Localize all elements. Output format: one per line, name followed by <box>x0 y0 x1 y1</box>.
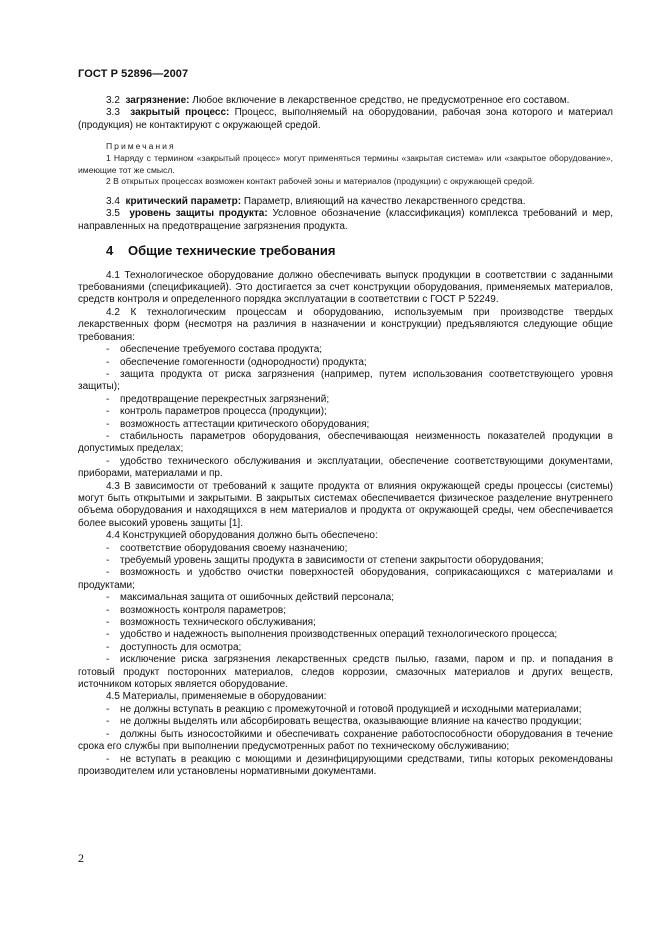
paragraph-4-3: 4.3 В зависимости от требований к защите продукта от влияния окружающей среды процессы (системы) могут быть открытыми и закрытыми. В закрытых системах обеспечивается физическое разделение внутреннего объема оборудования и находящихся в нем материалов и продукта от окружающей среды, чем обеспечивается более высокий уровень защиты [1]. <box>78 480 613 529</box>
list-item: - стабильность параметров оборудования, обеспечивающая неизменность показателей продукции в допустимых пределах; <box>78 430 613 455</box>
list-item: - соответствие оборудования своему назначению; <box>106 542 348 554</box>
list-item: - контроль параметров процесса (продукции); <box>106 406 327 418</box>
list-item: - удобство и надежность выполнения производственных операций технологического процесса; <box>106 629 558 641</box>
definition-3-2: 3.2 загрязнение: Любое включение в лекарственное средство, не предусмотренное его составом. <box>106 95 570 106</box>
list-item: - максимальная защита от ошибочных действий персонала; <box>106 592 394 604</box>
list-item: - обеспечение гомогенности (однородности) продукта; <box>106 356 367 368</box>
list-item: - исключение риска загрязнения лекарственных средств пылью, газами, паром и пр. и попадания в готовый продукт посторонних материалов, следов коррозии, смазочных материалов и других веществ, источником которых является оборудование. <box>78 654 613 691</box>
list-item: - обеспечение требуемого состава продукта; <box>106 344 323 356</box>
definition-3-5: 3.5 уровень защиты продукта: Условное обозначение (классификация) комплекса требований и мер, направленных на предотвращение загрязнения продукта. <box>78 208 614 232</box>
term: критический параметр: <box>125 196 242 208</box>
paragraph-4-2: 4.2 К технологическим процессам и оборудованию, используемым при производстве твердых лекарственных форм (несмотря на различия в назначении и конструкции) предъявляются следующие общие требования: <box>78 306 613 343</box>
definition-3-3: 3.3 закрытый процесс: Процесс, выполняемый на оборудовании, рабочая зона которого и материал (продукция) не контактируют с окружающей средой. <box>78 107 613 131</box>
list-item: - не вступать в реакцию с моющими и дезинфицирующими средствами, типы которых рекомендованы производителем или установлены нормативными документами. <box>78 753 613 777</box>
list-item: - удобство технического обслуживания и эксплуатации, обеспечение соответствующими документами, приборами, материалами и пр. <box>78 455 613 480</box>
note-1: 1 Наряду с термином «закрытый процесс» могут применяться термины «закрытая система» или «закрытое оборудование», имеющие тот же смысл. <box>78 153 613 175</box>
list-item: - должны быть износостойкими и обеспечивать сохранение работоспособности оборудования в течение срока его службы при выполнении предусмотренных работ по техническому обслуживанию; <box>78 728 613 753</box>
notes-title: Примечания <box>106 141 176 152</box>
list-item: - возможность аттестации критического оборудования; <box>106 418 370 430</box>
term: загрязнение: <box>125 95 190 106</box>
term: закрытый процесс: <box>130 107 230 119</box>
term: уровень защиты продукта: <box>129 208 268 220</box>
list-item: - доступность для осмотра; <box>106 641 242 653</box>
list-item: - требуемый уровень защиты продукта в зависимости от степени закрытости оборудования; <box>106 555 544 566</box>
paragraph-4-1: 4.1 Технологическое оборудование должно обеспечивать выпуск продукции в соответствии с заданными требованиями (спецификацией). Это достигается за счет конструкции оборудования, применяемых материалов, средств контроля и определенного порядка эксплуатации в соответствии с ГОСТ Р 52249. <box>78 269 613 306</box>
list-item: - не должны вступать в реакцию с промежуточной и готовой продукцией и исходными материалами; <box>106 703 582 715</box>
paragraph-4-5: 4.5 Материалы, применяемые в оборудовании: <box>106 691 327 703</box>
list-item: - возможность контроля параметров; <box>106 604 286 616</box>
document-header: ГОСТ Р 52896—2007 <box>78 68 189 80</box>
page-number: 2 <box>78 851 84 865</box>
section-heading-4: 4 Общие технические требования <box>106 243 336 259</box>
paragraph-4-4: 4.4 Конструкцией оборудования должно быть обеспечено: <box>106 530 378 542</box>
list-item: - не должны выделять или абсорбировать вещества, оказывающие влияние на качество продукции; <box>106 716 582 728</box>
document-body <box>78 95 613 778</box>
notes-block <box>78 141 613 187</box>
list-item: - возможность технического обслуживания; <box>106 617 316 629</box>
note-2: 2 В открытых процессах возможен контакт рабочей зоны и материалов (продукции) с окружающей средой. <box>106 175 535 186</box>
list-item: - предотвращение перекрестных загрязнений; <box>106 393 330 405</box>
list-item: - возможность и удобство очистки поверхностей оборудования, соприкасающихся с материалами и продуктами; <box>78 567 613 591</box>
definition-3-4: 3.4 критический параметр: Параметр, влияющий на качество лекарственного средства. <box>106 196 526 208</box>
list-item: - защита продукта от риска загрязнения (например, путем использования соответствующего уровня защиты); <box>78 368 613 393</box>
